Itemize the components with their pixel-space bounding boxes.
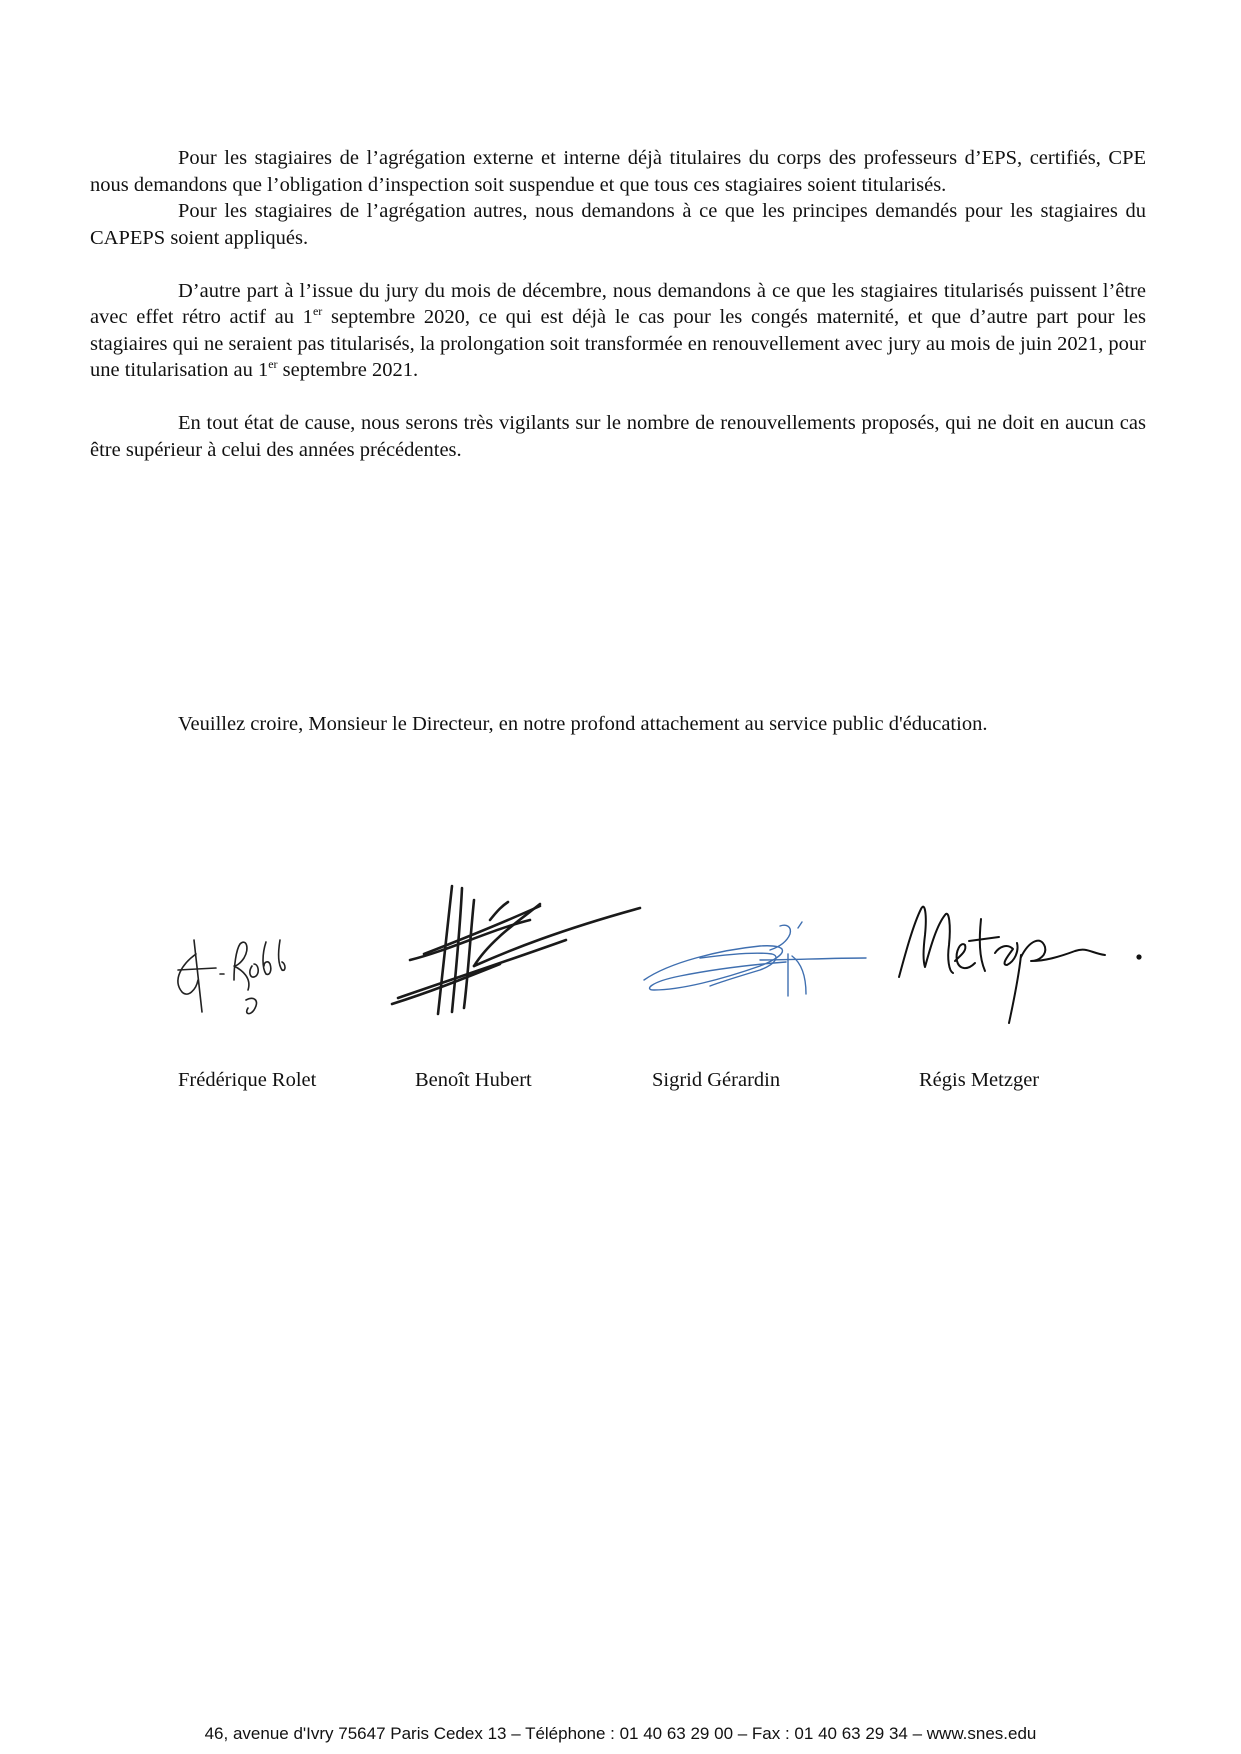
paragraph-agregation-autres: Pour les stagiaires de l’agrégation autres, nous demandons à ce que les principes demandés pour les stagiaires du CAPEPS soient appliqués.: [90, 200, 1146, 249]
signature-hubert: [390, 880, 650, 1020]
signature-rolet: [168, 930, 308, 1020]
letter-body: [90, 145, 1146, 463]
signatory-name: Frédérique Rolet: [178, 1069, 317, 1091]
footer-address: 46, avenue d'Ivry 75647 Paris Cedex 13 – Téléphone : 01 40 63 29 00 – Fax : 01 40 63 29 34 – www.snes.edu: [204, 1724, 1037, 1743]
paragraph-agregation-titulaires: Pour les stagiaires de l’agrégation externe et interne déjà titulaires du corps des professeurs d’EPS, certifiés, CPE nous demandons que l’obligation d’inspection soit suspendue et que tous ces stagiaires soient titularisés.: [90, 147, 1146, 196]
closing-formula: Veuillez croire, Monsieur le Directeur, en notre profond attachement au service public d'éducation.: [178, 713, 988, 735]
signatory-name: Benoît Hubert: [415, 1069, 532, 1091]
paragraph-jury-decembre: D’autre part à l’issue du jury du mois de décembre, nous demandons à ce que les stagiaires titularisés puissent l’être avec effet rétro actif au 1er septembre 2020, ce qui est déjà le cas pour les congés maternité, et que d’autre part pour les stagiaires qui ne seraient pas titularisés, la prolongation soit transformée en renouvellement avec jury au mois de juin 2021, pour une titularisation au 1er septembre 2021.: [90, 279, 1146, 381]
signatory-name: Régis Metzger: [919, 1069, 1040, 1091]
signatory-name: Sigrid Gérardin: [652, 1069, 781, 1091]
paragraph-vigilance: En tout état de cause, nous serons très vigilants sur le nombre de renouvellements proposés, qui ne doit en aucun cas être supérieur à celui des années précédentes.: [90, 412, 1146, 461]
signature-metzger: [895, 895, 1145, 1025]
signature-gerardin: [640, 910, 870, 1010]
